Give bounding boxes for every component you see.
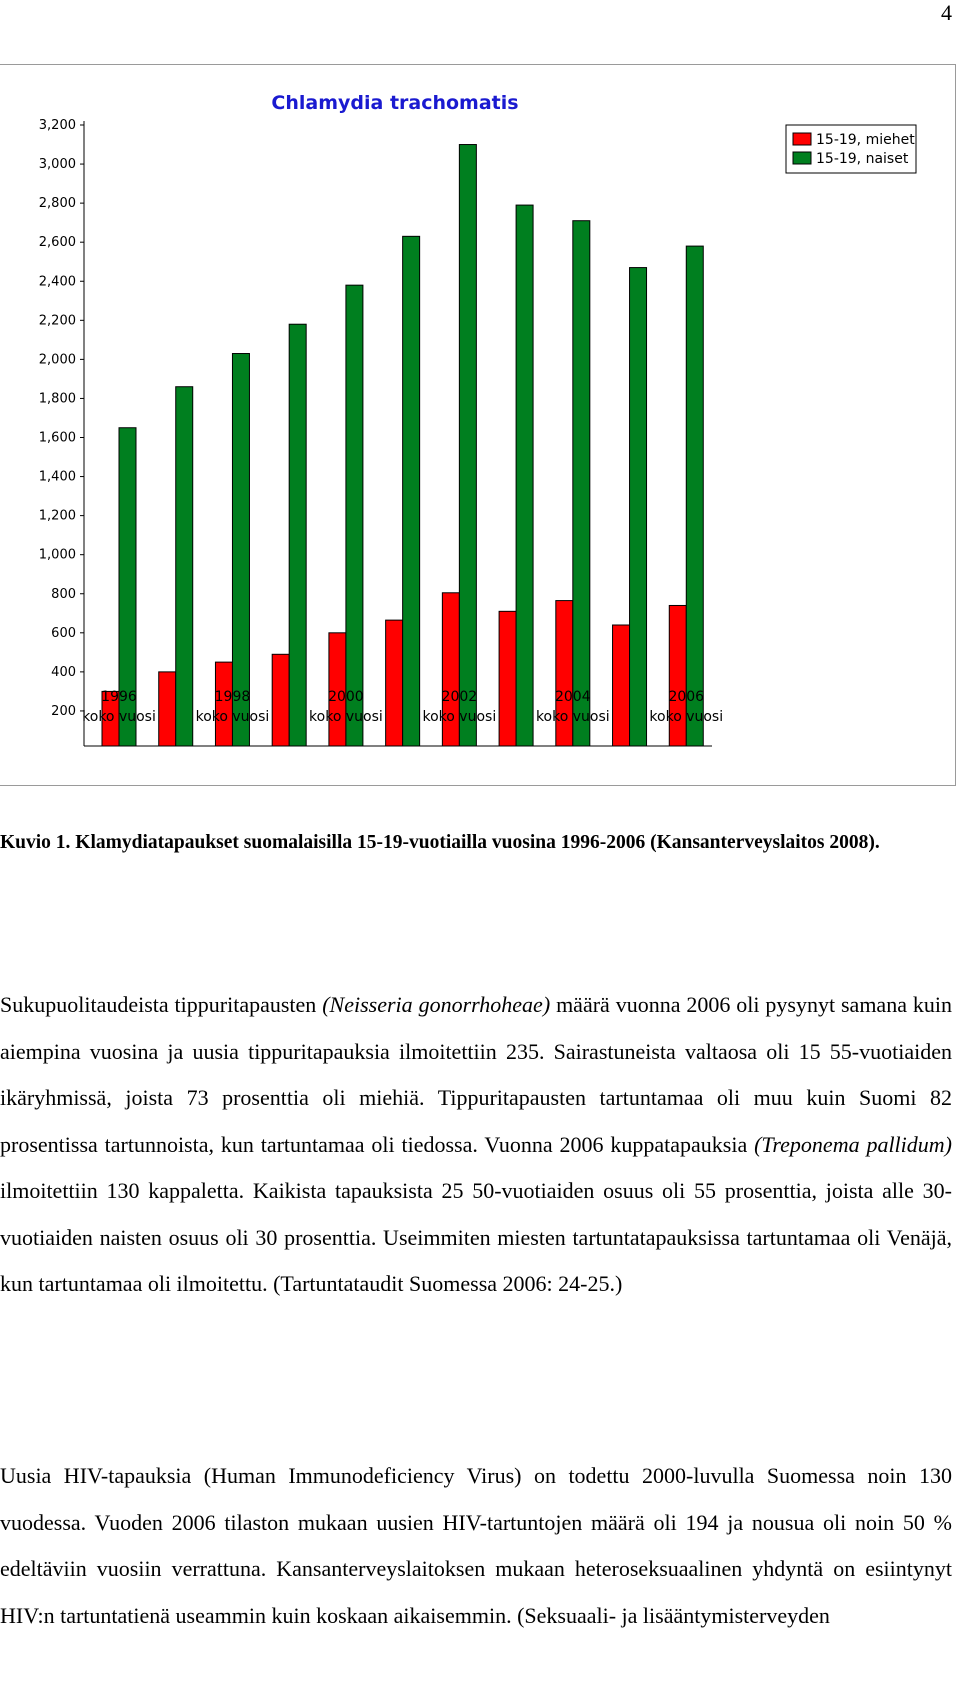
y-tick-label: 600 [51,625,76,641]
y-tick-label: 2,200 [38,313,76,329]
chart-figure [0,64,956,786]
bar-naiset [686,246,703,746]
bar-naiset [459,145,476,746]
x-tick-year: 2004 [554,689,591,705]
y-tick-label: 400 [51,664,76,680]
bar-naiset [176,387,193,746]
y-tick-label: 800 [51,586,76,602]
bar-naiset [516,205,533,746]
bars [102,145,703,746]
y-tick-label: 1,800 [38,391,76,407]
x-tick-year: 1996 [101,689,137,705]
bar-miehet [613,625,630,746]
x-tick-sub: koko vuosi [82,709,156,725]
bar-naiset [573,221,590,746]
legend-swatch [793,133,811,145]
legend-swatch [793,152,811,164]
y-tick-label: 200 [51,703,76,719]
y-tick-label: 3,000 [38,157,76,173]
paragraph1-text-1: Sukupuolitaudeista tippuritapausten [0,992,323,1017]
y-tick-label: 1,000 [38,547,76,563]
bar-miehet [386,620,403,746]
y-tick-label: 1,400 [38,469,76,485]
x-tick-year: 1998 [214,689,251,705]
x-tick-year: 2002 [441,689,478,705]
bar-naiset [630,268,647,746]
y-tick-label: 2,600 [38,235,76,251]
paragraph-hiv: Uusia HIV-tapauksia (Human Immunodeficiency Virus) on todettu 2000-luvulla Suomessa noin 130 vuodessa. Vuoden 2006 tilaston mukaan uusien HIV-tartuntojen määrä oli 194 ja nousua oli noin 50 % edeltäviin vuosiin verrattuna. Kansanterveyslaitoksen mukaan heteroseksuaalinen yhdyntä on esiintynyt HIV:n tartuntatienä useammin kuin koskaan aikaisemmin. (Seksuaali- ja lisääntymisterveyden [0,1463,952,1628]
y-axis [39,118,84,746]
paragraph-gonorrhea-syphilis [0,982,952,1308]
y-tick-label: 2,000 [38,352,76,368]
y-tick-label: 2,400 [38,274,76,290]
bar-chart [0,65,955,785]
x-tick-sub: koko vuosi [649,709,724,725]
legend-label: 15-19, miehet [816,132,915,148]
y-tick-label: 1,200 [38,508,76,524]
y-tick-label: 2,800 [38,196,76,212]
x-tick-sub: koko vuosi [195,709,270,725]
y-tick-label: 1,600 [38,430,76,446]
bar-naiset [403,236,420,746]
x-tick-year: 2000 [328,689,364,705]
x-tick-year: 2006 [668,689,705,705]
legend [786,125,916,173]
chart-title: Chlamydia trachomatis [271,92,519,114]
bar-naiset [346,285,363,746]
paragraph1-text-2: määrä vuonna 2006 oli pysynyt samana kuin aiempina vuosina ja uusia tippuritapauksia ilmoitettiin 235. Sairastuneista valtaosa oli 15 55-vuotiaiden ikäryhmissä, joista 73 prosenttia oli miehiä. Tippuritapausten tartuntamaa oli muu kuin Suomi 82 prosentissa tartunnoista, kun tartuntamaa oli tiedossa. Vuonna 2006 kuppatapauksia [0,992,952,1157]
figure-caption: Kuvio 1. Klamydiatapaukset suomalaisilla 15-19-vuotiailla vuosina 1996-2006 (Kansanterveyslaitos 2008). [0,832,880,853]
x-tick-sub: koko vuosi [309,709,383,725]
page-number: 4 [941,0,952,25]
paragraph1-latin-name-2: (Treponema pallidum) [754,1131,952,1157]
x-tick-sub: koko vuosi [422,709,497,725]
bar-miehet [159,672,176,746]
legend-label: 15-19, naiset [816,151,909,167]
x-tick-sub: koko vuosi [535,709,610,725]
bar-naiset [289,324,306,746]
paragraph1-text-3: ilmoitettiin 130 kappaletta. Kaikista tapauksista 25 50-vuotiaiden osuus oli 55 prosenttia, joista alle 30-vuotiaiden naisten osuus oli 30 prosenttia. Useimmiten miesten tartuntatapauksissa tartuntamaa oli Venäjä, kun tartuntamaa oli ilmoitettu. (Tartuntataudit Suomessa 2006: 24-25.) [0,1178,952,1296]
bar-miehet [272,654,289,746]
y-tick-label: 3,200 [38,118,76,133]
paragraph1-latin-name-1: (Neisseria gonorrhoheae) [322,992,551,1017]
bar-miehet [499,611,516,746]
bar-naiset [232,354,249,746]
